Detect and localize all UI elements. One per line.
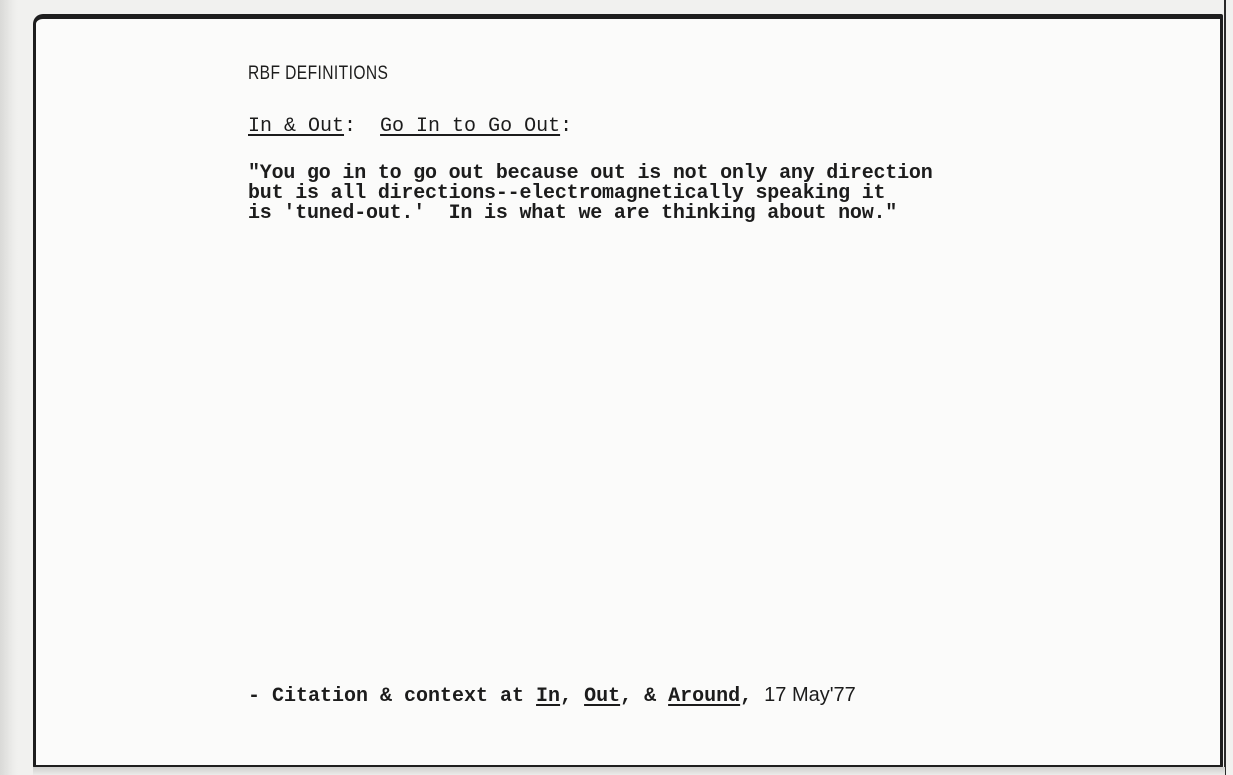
subterm-label: Go In to Go Out [380,115,561,138]
citation-sep: , [740,685,765,708]
card-bottom-shadow [33,767,1225,775]
citation-ref-out: Out [584,685,621,708]
term-label: In & Out [248,115,345,138]
quote-line: but is all directions--electromagnetically speaking it [248,182,886,205]
citation-sep: , & [620,685,669,708]
card-heading: RBF DEFINITIONS [248,63,389,84]
card-subheading [248,115,572,138]
quote-line: "You go in to go out because out is not only any direction [248,162,933,185]
scan-margin [0,0,18,775]
quote-line: is 'tuned-out.' In is what we are thinking about now." [248,202,898,225]
term-separator: : [344,115,357,138]
citation-ref-in: In [536,685,561,708]
card-right-edge [1224,0,1226,775]
definition-card [33,14,1223,768]
citation-date: 17 May'77 [764,684,856,706]
citation-line [248,684,856,708]
subterm-separator: : [560,115,573,138]
definition-quote [248,164,933,224]
citation-ref-around: Around [668,685,741,708]
citation-prefix: - Citation & context at [248,685,537,708]
citation-sep: , [560,685,585,708]
